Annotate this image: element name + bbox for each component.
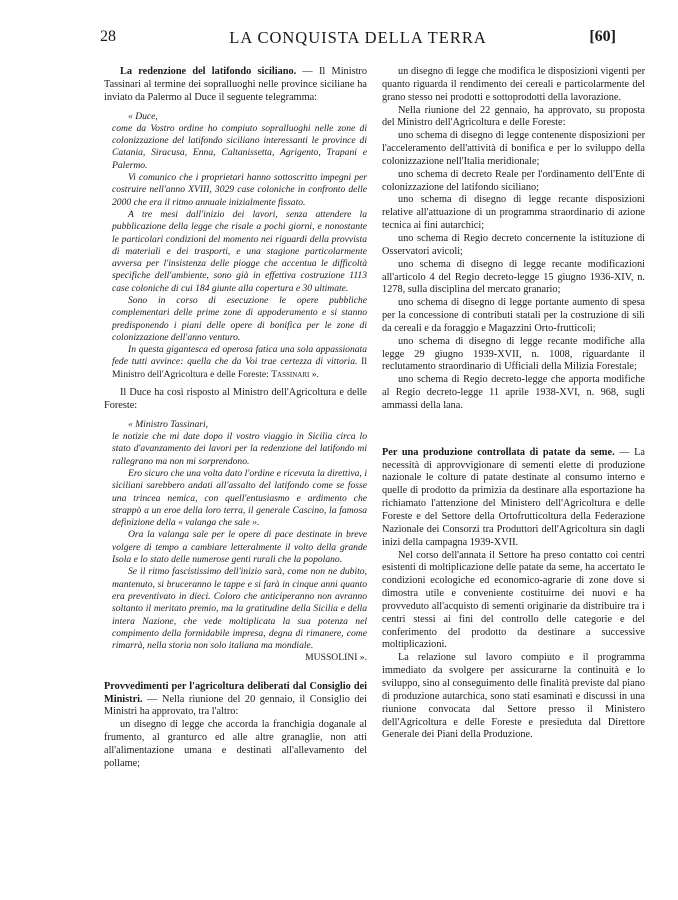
telegram-signature: Tassinari bbox=[271, 368, 310, 380]
telegram-signoff: Il Ministro dell'Agricoltura e delle Foreste: bbox=[112, 356, 367, 380]
reply-signature: MUSSOLINI ». bbox=[305, 652, 367, 664]
reply-intro: Il Duce ha così risposto al Ministro dell'Agricoltura e delle Foreste: bbox=[104, 387, 367, 411]
reply-paragraph: Ero sicuro che una volta dato l'ordine e ricevuta la direttiva, i siciliani sarebbero andati all'assalto del latifondo come se fosse una trincea nemica, con quell'entusiasmo e ardimento che strappò a un eroe della loro terra, il generale Cascino, la famosa definizione della « valanga che sale ». bbox=[112, 467, 367, 529]
provvedimenti-item: un disegno di legge che accorda la franchigia doganale al frumento, al granturco ed alle altre granaglie, non atti all'alimentazione umana e destinati all'allevamento del pollame; bbox=[104, 719, 367, 769]
reply-paragraph: Se il ritmo fascistissimo dell'inizio sarà, come non ne dubito, mantenuto, si bruceranno le tappe e si farà in cinque anni quanto era preventivato in dieci. Coloro che anticiperanno non avranno soltanto il meritato premio, ma la gratitudine della Sicilia e della intera Nazione, che vede moltiplicata la sua potenza nel compimento della formidabile impresa, degna di rimanere, come rimarrà, nella storia non solo italiana ma mondiale. bbox=[112, 566, 367, 652]
telegram-salutation: « Duce, bbox=[128, 110, 158, 122]
provvedimenti-intro bbox=[104, 681, 367, 720]
decree-item: uno schema di Regio decreto-legge che apporta modifiche al Regio decreto-legge 11 aprile 1938-XVI, n. 968, sugli ammassi della lana. bbox=[382, 374, 645, 411]
reply-paragraph: le notizie che mi date dopo il vostro viaggio in Sicilia circa lo stato d'avanzamento dei lavori per la redenzione del latifondo mi rallegrano ma non mi sorprendono. bbox=[112, 431, 367, 467]
reply-quote bbox=[104, 419, 367, 665]
page-number: 28 bbox=[100, 28, 116, 45]
patate-text: — La necessità di approvvigionare di sementi elette di produzione nazionale le colture di patate destinate al consumo interno e quelle di prodotto da primizia da destinare alla esportazione ha richiamato l'attenzione del Ministero dell'Agricoltura e delle Foreste e del Settore della Ortofrutticoltura della Federazione Nazionale dei Consorzi tra Produttori dell'Agricoltura sin dagli inizi della campagna 1939-XVII. bbox=[382, 446, 645, 548]
telegram-paragraph: come da Vostro ordine ho compiuto sopralluoghi nelle zone di colonizzazione del latifondo siciliano interessanti le province di Catania, Siracusa, Enna, Caltanissetta, Agrigento, Trapani e Palermo. bbox=[112, 122, 367, 171]
decree-item: uno schema di disegno di legge recante modifiche alla legge 29 giugno 1939-XVII, n. 1008, riguardante il reclutamento straordinario di Ufficiali della Milizia Forestale; bbox=[382, 335, 645, 373]
left-column bbox=[104, 66, 367, 771]
latifondo-heading: La redenzione del latifondo siciliano. bbox=[120, 66, 297, 77]
running-title: LA CONQUISTA DELLA TERRA bbox=[229, 28, 487, 47]
telegram-paragraph: Vi comunico che i proprietari hanno sottoscritto impegni per costruire nell'anno XVIII, 3029 case coloniche in confronto delle 2000 che era il ritmo annuale inizialmente fissato. bbox=[112, 172, 367, 208]
reply-salutation: « Ministro Tassinari, bbox=[128, 418, 209, 430]
decree-item: uno schema di Regio decreto concernente la istituzione di Osservatori avicoli; bbox=[382, 232, 645, 257]
decree-item: uno schema di decreto Reale per l'ordinamento dell'Ente di colonizzazione del latifondo siciliano; bbox=[382, 168, 645, 193]
decree-item: uno schema di disegno di legge portante aumento di spesa per la concessione di contributi statali per la costruzione di silì da cereali e da foraggio e Magazzini Orto-frutticoli; bbox=[382, 297, 645, 334]
right-column bbox=[382, 66, 645, 742]
patate-paragraph: Nel corso dell'annata il Settore ha preso contatto coi centri esistenti di moltiplicazione delle patate da seme, ha accertato le condizioni ecologiche ed economico-agrarie di zone dove si dimostra utile e conveniente costituirne dei nuovi e ha provveduto all'acquisto di sementi originarie da distribuire tra i centri stessi ai fini del controllo delle categorie e del conferimento del prodotto da destinare a successive moltiplicazioni. bbox=[382, 549, 645, 651]
latifondo-intro bbox=[104, 66, 367, 105]
decree-item: uno schema di disegno di legge contenente disposizioni per l'acceleramento dell'attività di bonifica e per lo sviluppo della colonizzazione nell'Italia meridionale; bbox=[382, 130, 645, 167]
telegram-paragraph: Sono in corso di esecuzione le opere pubbliche complementari delle prime zone di appoderamento e si stanno predisponendo i piani delle opere di bonifica per le zone di colonizzazione dell'anno venturo. bbox=[112, 294, 367, 343]
provvedimenti-heading: Provvedimenti per l'agricoltura deliberati dal Consiglio dei Ministri. bbox=[104, 680, 367, 705]
telegram-closing: In questa gigantesca ed operosa fatica una sola appassionata fede tutti avvince: quella che da Voi trae certezza di vittoria. bbox=[112, 344, 367, 368]
latifondo-intro-text: — Il Ministro Tassinari al termine dei sopralluoghi nelle province siciliane ha inviato da Palermo al Duce il seguente telegramma: bbox=[104, 66, 368, 103]
telegram-close-quote: ». bbox=[309, 368, 319, 380]
meeting-22-intro: Nella riunione del 22 gennaio, ha approvato, su proposta del Ministro dell'Agricoltura e delle Foreste: bbox=[382, 104, 645, 129]
folio-number: [60] bbox=[589, 28, 616, 45]
page-header bbox=[100, 28, 616, 56]
patate-paragraph: La relazione sul lavoro compiuto e il programma immediato da svolgere per assicurarne la continuità e lo sviluppo, sino al conseguimento delle finalità previste dal piano di produzione autarchica, sono stati esaminati e discussi in una riunione convocata dal Settore presso il Ministero dell'Agricoltura e delle Foreste e presieduta dal Direttore Generale dei Piani della Produzione. bbox=[382, 652, 645, 741]
telegram-quote bbox=[104, 111, 367, 382]
reply-paragraph: Ora la valanga sale per le opere di pace destinate in breve volgere di tempo a cambiare letteralmente il volto della grande Isola e lo stato delle numerose genti rurali che la popolano. bbox=[112, 529, 367, 566]
provvedimenti-intro-text: — Nella riunione del 20 gennaio, il Consiglio dei Ministri ha approvato, tra l'altro: bbox=[104, 693, 367, 718]
patate-heading: Per una produzione controllata di patate da seme. bbox=[382, 446, 615, 458]
patate-intro bbox=[382, 447, 645, 550]
decree-item: uno schema di disegno di legge recante disposizioni relative all'attuazione di un programma straordinario di azione tecnica ai fini autarchici; bbox=[382, 194, 645, 232]
telegram-paragraph bbox=[112, 344, 367, 381]
provvedimenti-item: un disegno di legge che modifica le disposizioni vigenti per quanto riguarda il rendimento dei cereali e particolarmente del grano stesso nei prodotti e sottoprodotti della lavorazione. bbox=[382, 66, 645, 103]
decree-item: uno schema di disegno di legge recante modificazioni all'articolo 4 del Regio decreto-legge 15 giugno 1936-XIV, n. 1278, sulla disciplina del mercato granario; bbox=[382, 258, 645, 296]
telegram-paragraph: A tre mesi dall'inizio dei lavori, senza attendere la pubblicazione della legge che risale a pochi giorni, e nonostante le particolari condizioni del momento nei riguardi della provvista di materiali e dei trasporti, e una stagione particolarmente avversa per l'insistenza delle piogge che accentua le difficoltà specifiche dell'ambiente, sono già in effettiva costruzione 1113 case coloniche di cui 184 giunte alla copertura e 30 ultimate. bbox=[112, 208, 367, 294]
